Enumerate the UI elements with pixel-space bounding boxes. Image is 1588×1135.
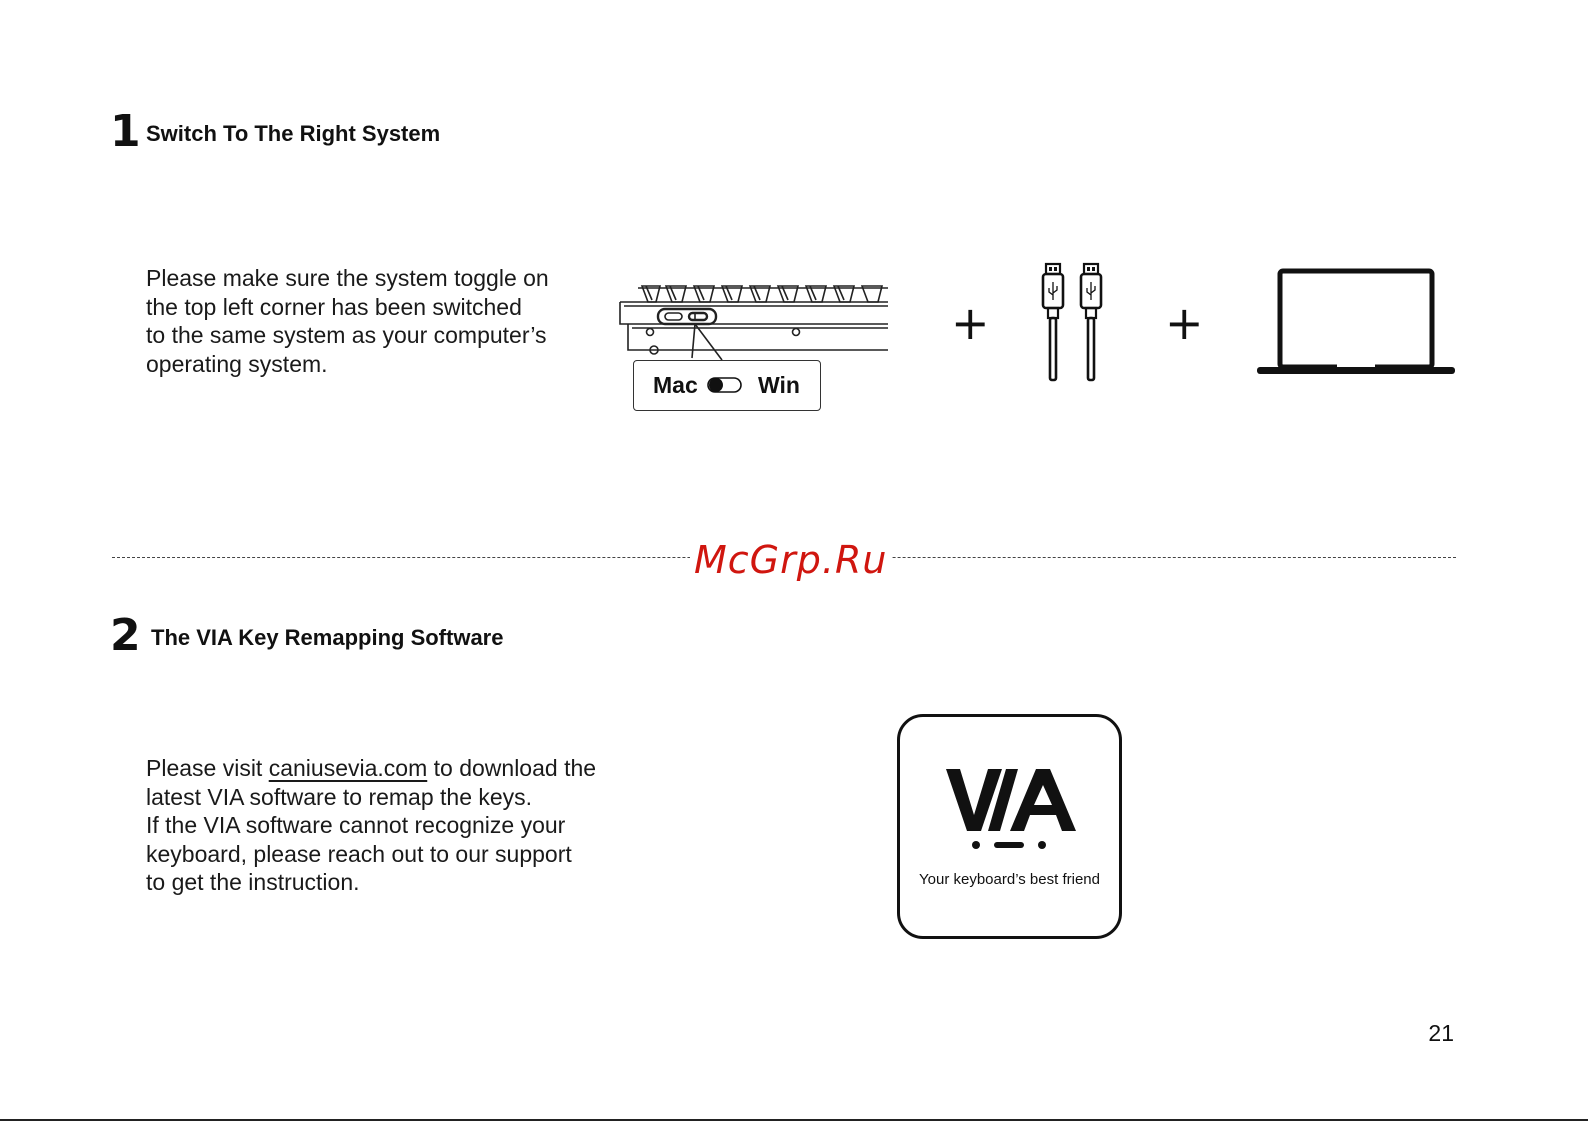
step-number-1: 1 xyxy=(110,106,141,157)
section-title-switch-system: Switch To The Right System xyxy=(146,121,441,146)
via-logo-card xyxy=(897,714,1122,939)
section-title-via-software: The VIA Key Remapping Software xyxy=(151,625,504,650)
instruction-text: Please visit xyxy=(146,755,269,781)
instruction-line: If the VIA software cannot recognize your xyxy=(146,812,566,838)
toggle-switch-icon xyxy=(707,376,743,394)
instruction-line: Please make sure the system toggle on xyxy=(146,265,549,291)
plus-icon: + xyxy=(1165,296,1204,350)
via-tagline: Your keyboard’s best friend xyxy=(919,871,1100,888)
instruction-line xyxy=(146,754,616,783)
toggle-label-win: Win xyxy=(758,372,800,398)
instruction-line: to get the instruction. xyxy=(146,869,360,895)
instruction-line: the top left corner has been switched xyxy=(146,293,522,320)
instruction-line: latest VIA software to remap the keys. xyxy=(146,783,533,810)
instruction-line: operating system. xyxy=(146,350,328,377)
instruction-line: to the same system as your computer’s xyxy=(146,322,547,348)
page-number: 21 xyxy=(1428,1020,1454,1046)
bottom-rule xyxy=(0,1119,1588,1121)
watermark: McGrp.Ru xyxy=(690,537,891,583)
keyboard-side-illustration xyxy=(618,280,890,360)
instruction-text: to download the xyxy=(427,755,597,781)
switch-system-instructions xyxy=(146,264,549,378)
caniusevia-link[interactable]: caniusevia.com xyxy=(268,755,428,781)
os-toggle-callout xyxy=(633,360,821,411)
instruction-line: keyboard, please reach out to our support xyxy=(146,840,572,867)
via-instructions xyxy=(146,754,616,897)
plus-icon: + xyxy=(951,296,990,350)
toggle-label-mac: Mac xyxy=(653,372,698,398)
laptop-icon xyxy=(1255,268,1457,378)
via-logo xyxy=(944,765,1078,853)
usb-cable-icon xyxy=(1036,262,1110,384)
step-number-2: 2 xyxy=(110,610,141,661)
